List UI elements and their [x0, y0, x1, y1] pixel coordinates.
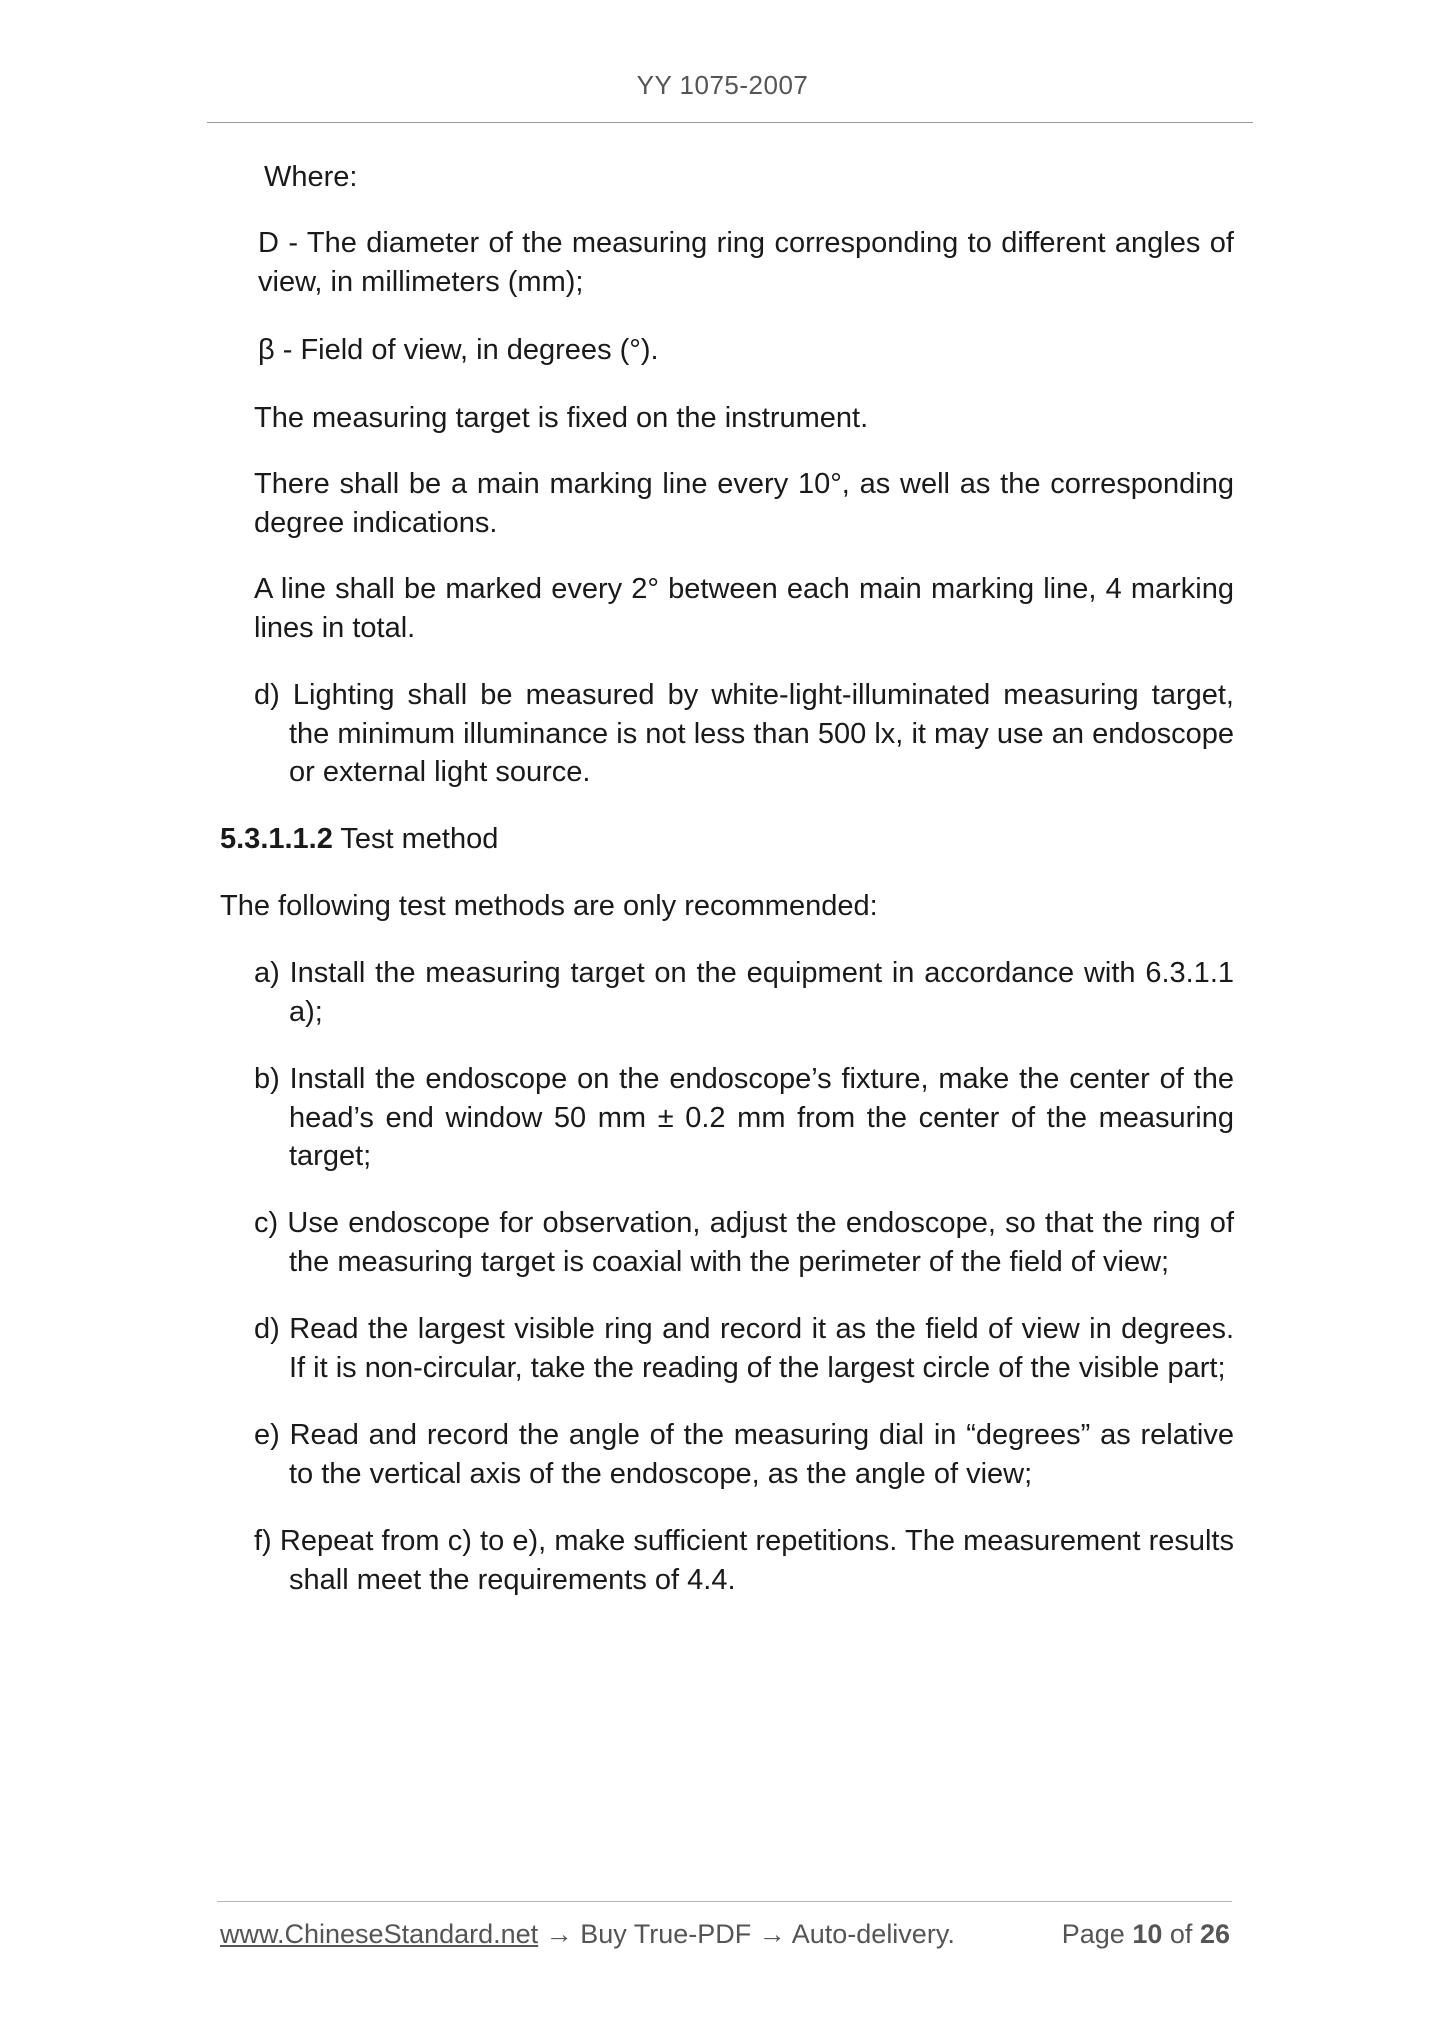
definition-d: D - The diameter of the measuring ring corresponding to different angles of view, in millimeters (mm); — [258, 227, 1234, 298]
step-e: e) Read and record the angle of the measuring dial in “degrees” as relative to the vertical axis of the endoscope, as the angle of view; — [254, 1419, 1234, 1490]
section-heading — [220, 820, 1220, 859]
step-d: d) Read the largest visible ring and record it as the field of view in degrees. If it is non-circular, take the reading of the largest circle of the visible part; — [254, 1313, 1234, 1384]
section-number: 5.3.1.1.2 — [220, 823, 333, 855]
paragraph-line-marked: A line shall be marked every 2° between each main marking line, 4 marking lines in total. — [254, 573, 1234, 644]
definition-beta: β - Field of view, in degrees (°). — [258, 334, 659, 366]
website-link[interactable]: www.ChineseStandard.net — [220, 1919, 539, 1949]
step-c: c) Use endoscope for observation, adjust the endoscope, so that the ring of the measuring target is coaxial with the perimeter of the field of view; — [254, 1207, 1234, 1278]
page-label: Page — [1061, 1919, 1125, 1949]
paragraph-target-fixed: The measuring target is fixed on the instrument. — [254, 402, 869, 434]
step-f: f) Repeat from c) to e), make sufficient repetitions. The measurement results shall meet the requirements of 4.4. — [254, 1525, 1234, 1596]
page-total: 26 — [1199, 1919, 1230, 1949]
step-a: a) Install the measuring target on the equipment in accordance with 6.3.1.1 a); — [254, 957, 1234, 1028]
document-header-title: YY 1075-2007 — [636, 70, 809, 100]
section-title: Test method — [332, 823, 499, 855]
intro-paragraph: The following test methods are only recommended: — [220, 890, 878, 922]
footer-divider — [217, 1901, 1232, 1902]
where-label: Where: — [264, 161, 358, 193]
page-indicator — [1062, 1919, 1230, 1950]
footer-promo-text: → Buy True-PDF → Auto-delivery. — [538, 1919, 955, 1949]
paragraph-main-marking: There shall be a main marking line every 10°, as well as the corresponding degree indications. — [254, 468, 1234, 539]
header-divider — [207, 122, 1253, 123]
of-label: of — [1169, 1919, 1193, 1949]
footer-promo — [220, 1919, 955, 1950]
step-b: b) Install the endoscope on the endoscope’s fixture, make the center of the head’s end window 50 mm ± 0.2 mm from the center of the measuring target; — [254, 1063, 1234, 1172]
item-d-lighting: d) Lighting shall be measured by white-light-illuminated measuring target, the minimum illuminance is not less than 500 lx, it may use an endoscope or external light source. — [254, 679, 1234, 788]
page-current: 10 — [1132, 1919, 1163, 1949]
